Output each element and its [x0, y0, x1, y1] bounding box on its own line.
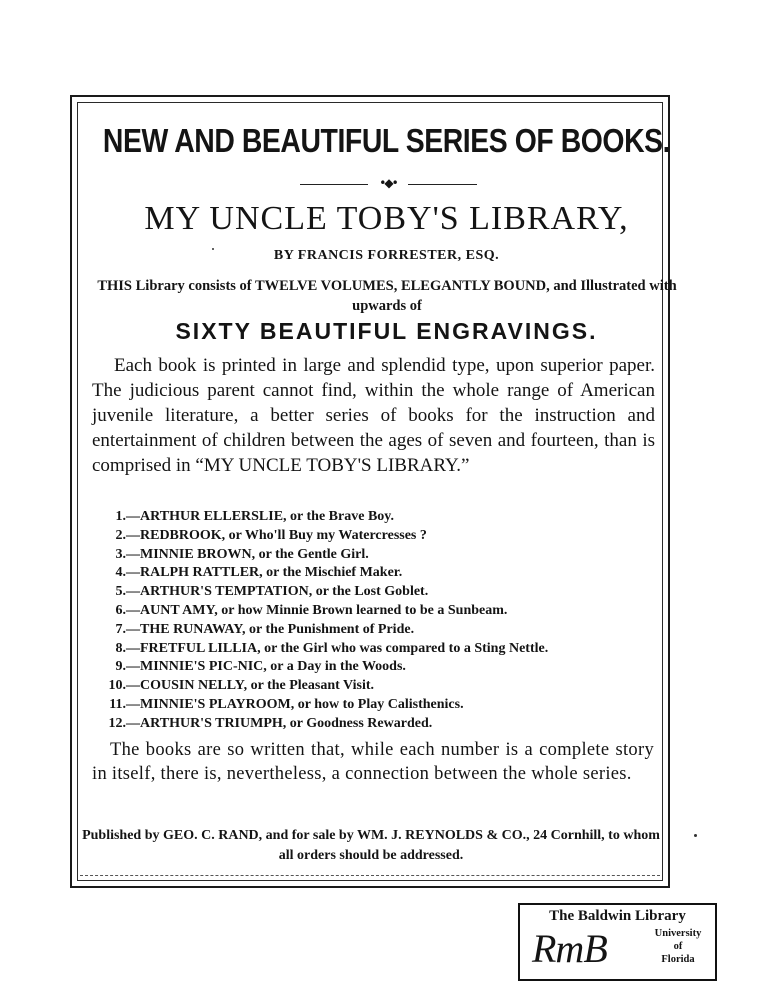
- book-item: [104, 508, 548, 527]
- book-title: ARTHUR'S TRIUMPH, or Goodness Rewarded.: [140, 715, 433, 731]
- engravings-heading: SIXTY BEAUTIFUL ENGRAVINGS.: [175, 318, 598, 344]
- book-title: ARTHUR ELLERSLIE, or the Brave Boy.: [140, 509, 395, 524]
- stamp-university: [647, 927, 709, 966]
- book-item: [104, 602, 548, 621]
- closing-paragraph: The books are so written that, while each number is a complete story in itself, there is, nevertheless, a connection between the whole series.: [92, 740, 654, 784]
- book-item: [104, 583, 548, 602]
- book-item: [104, 564, 548, 583]
- publisher-imprint: Published by GEO. C. RAND, and for sale by WM. J. REYNOLDS & CO., 24 Cornhill, to whom all orders should be addressed.: [82, 828, 660, 863]
- book-title: RALPH RATTLER, or the Mischief Maker.: [140, 565, 403, 581]
- book-list: [104, 508, 548, 734]
- ornament-glyph: •◆•: [368, 176, 408, 190]
- book-item: [104, 640, 548, 659]
- stamp-library-name: The Baldwin Library: [549, 908, 686, 924]
- stamp-monogram: RmB: [532, 926, 607, 971]
- stamp-line: of: [673, 941, 683, 952]
- book-title: AUNT AMY, or how Minnie Brown learned to be a Sunbeam.: [140, 602, 508, 618]
- book-number: 9.—: [115, 659, 140, 675]
- intro-paragraph: Each book is printed in large and splendid type, upon superior paper. The judicious parent cannot find, within the whole range of American juvenile literature, a better series of books for the instruction and entertainment of children between the ages of seven and fourteen, than is comprised in “MY UNCLE TOBY'S LIBRARY.”: [92, 355, 655, 476]
- book-number: 2.—: [115, 527, 140, 543]
- book-number: 4.—: [115, 565, 140, 581]
- book-number: 11.—: [109, 696, 140, 712]
- library-title: MY UNCLE TOBY'S LIBRARY,: [144, 200, 629, 237]
- print-speck: [212, 248, 214, 250]
- book-item: [104, 527, 548, 546]
- book-item: [104, 621, 548, 640]
- stamp-line: University: [654, 928, 702, 939]
- library-stamp: [518, 903, 717, 981]
- book-title: COUSIN NELLY, or the Pleasant Visit.: [140, 678, 375, 694]
- book-number: 5.—: [115, 584, 140, 600]
- book-title: THE RUNAWAY, or the Punishment of Pride.: [140, 621, 415, 637]
- author-byline: BY FRANCIS FORRESTER, ESQ.: [273, 248, 500, 263]
- book-number: 8.—: [115, 640, 140, 656]
- headline: NEW AND BEAUTIFUL SERIES OF BOOKS.: [102, 122, 671, 159]
- book-number: 3.—: [115, 546, 140, 562]
- book-title: FRETFUL LILLIA, or the Girl who was compared to a Sting Nettle.: [140, 640, 549, 656]
- book-number: 12.—: [108, 715, 140, 731]
- library-description: THIS Library consists of TWELVE VOLUMES, ELEGANTLY BOUND, and Illustrated with upwards of: [97, 278, 677, 314]
- book-title: MINNIE'S PLAYROOM, or how to Play Calisthenics.: [140, 696, 464, 712]
- book-number: 1.—: [115, 509, 140, 524]
- book-item: [104, 658, 548, 677]
- book-item: [104, 677, 548, 696]
- book-title: ARTHUR'S TEMPTATION, or the Lost Goblet.: [140, 584, 429, 600]
- ornamental-divider: [300, 176, 477, 190]
- book-title: REDBROOK, or Who'll Buy my Watercresses ?: [140, 527, 427, 543]
- book-item: [104, 715, 548, 734]
- stamp-line: Florida: [661, 954, 695, 965]
- print-speck: [694, 834, 697, 837]
- book-title: MINNIE BROWN, or the Gentle Girl.: [140, 546, 369, 562]
- book-title: MINNIE'S PIC-NIC, or a Day in the Woods.: [140, 659, 406, 675]
- book-number: 7.—: [115, 621, 140, 637]
- book-item: [104, 696, 548, 715]
- book-item: [104, 546, 548, 565]
- book-number: 6.—: [115, 602, 140, 618]
- border-bottom-rule: [80, 875, 660, 876]
- book-number: 10.—: [108, 678, 140, 694]
